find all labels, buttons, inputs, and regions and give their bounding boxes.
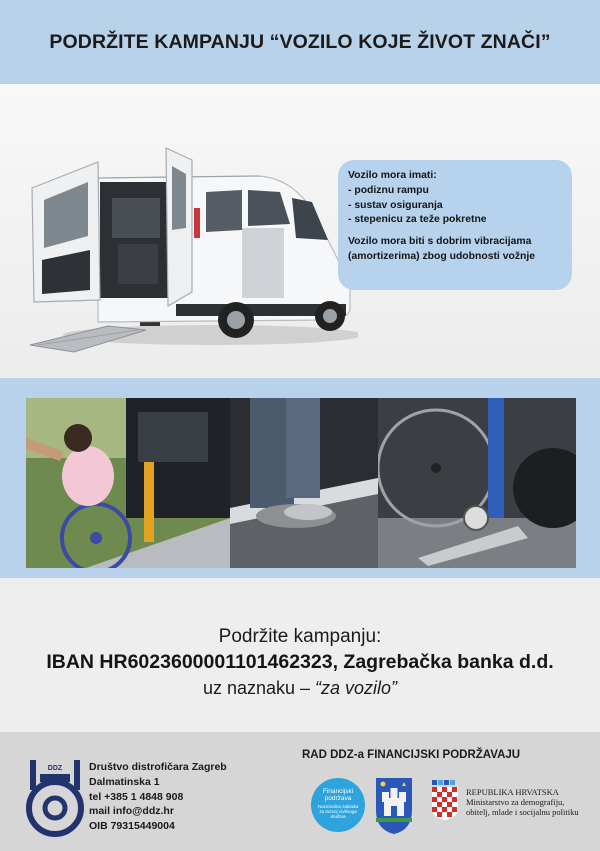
callout-heading: Vozilo mora imati: — [348, 170, 437, 181]
reference-value: “za vozilo” — [315, 678, 398, 698]
callout-item: - stepenicu za teže pokretne — [348, 214, 487, 226]
org-name: Društvo distrofičara Zagreb — [89, 761, 227, 773]
foundation-logo-subtitle: Nacionalna zaklada za razvoj civilnoga društva — [317, 804, 359, 819]
donation-reference — [0, 678, 600, 699]
van-image — [28, 140, 358, 355]
org-oib: OIB 79315449004 — [89, 819, 175, 832]
org-address: Dalmatinska 1 — [89, 776, 160, 789]
title-band — [0, 0, 600, 84]
org-mail: mail info@ddz.hr — [89, 805, 174, 818]
callout-item: - podiznu rampu — [348, 184, 429, 196]
gov-line: obitelj, mlade i socijalnu politiku — [466, 807, 579, 817]
donation-section — [0, 578, 600, 732]
reference-prefix: uz naznaku – — [202, 678, 316, 698]
photo-wheelchair-ramp — [26, 398, 230, 568]
gov-line: REPUBLIKA HRVATSKA — [466, 787, 559, 797]
iban-text: IBAN HR6023600001101462323, Zagrebačka banka d.d. — [46, 651, 554, 673]
requirements-callout — [338, 160, 572, 290]
callout-note: (amortizerima) zbog udobnosti vožnje — [348, 250, 536, 262]
organization-info — [89, 760, 227, 833]
photo-step — [230, 398, 378, 568]
croatia-coat-of-arms — [430, 780, 460, 820]
photo-wheelchair-lock — [378, 398, 576, 568]
zagreb-coat-of-arms — [374, 776, 414, 836]
footer — [0, 732, 600, 851]
donation-intro: Podržite kampanju: — [218, 626, 382, 647]
callout-note: Vozilo mora biti s dobrim vibracijama — [348, 236, 532, 248]
funding-title: RAD DDZ-a FINANCIJSKI PODRŽAVAJU — [302, 749, 521, 761]
foundation-logo — [311, 778, 365, 832]
page-title: PODRŽITE KAMPANJU “VOZILO KOJE ŽIVOT ZNAČI” — [49, 30, 551, 53]
callout-item: - sustav osiguranja — [348, 199, 443, 211]
foundation-logo-title: Financijski podržava — [322, 788, 354, 802]
gov-line: Ministarstvo za demografiju, — [466, 797, 565, 807]
ddz-logo — [26, 754, 84, 840]
logo-text: DDZ — [47, 765, 63, 772]
ministry-text — [466, 787, 579, 817]
org-phone: tel +385 1 4848 908 — [89, 790, 184, 803]
